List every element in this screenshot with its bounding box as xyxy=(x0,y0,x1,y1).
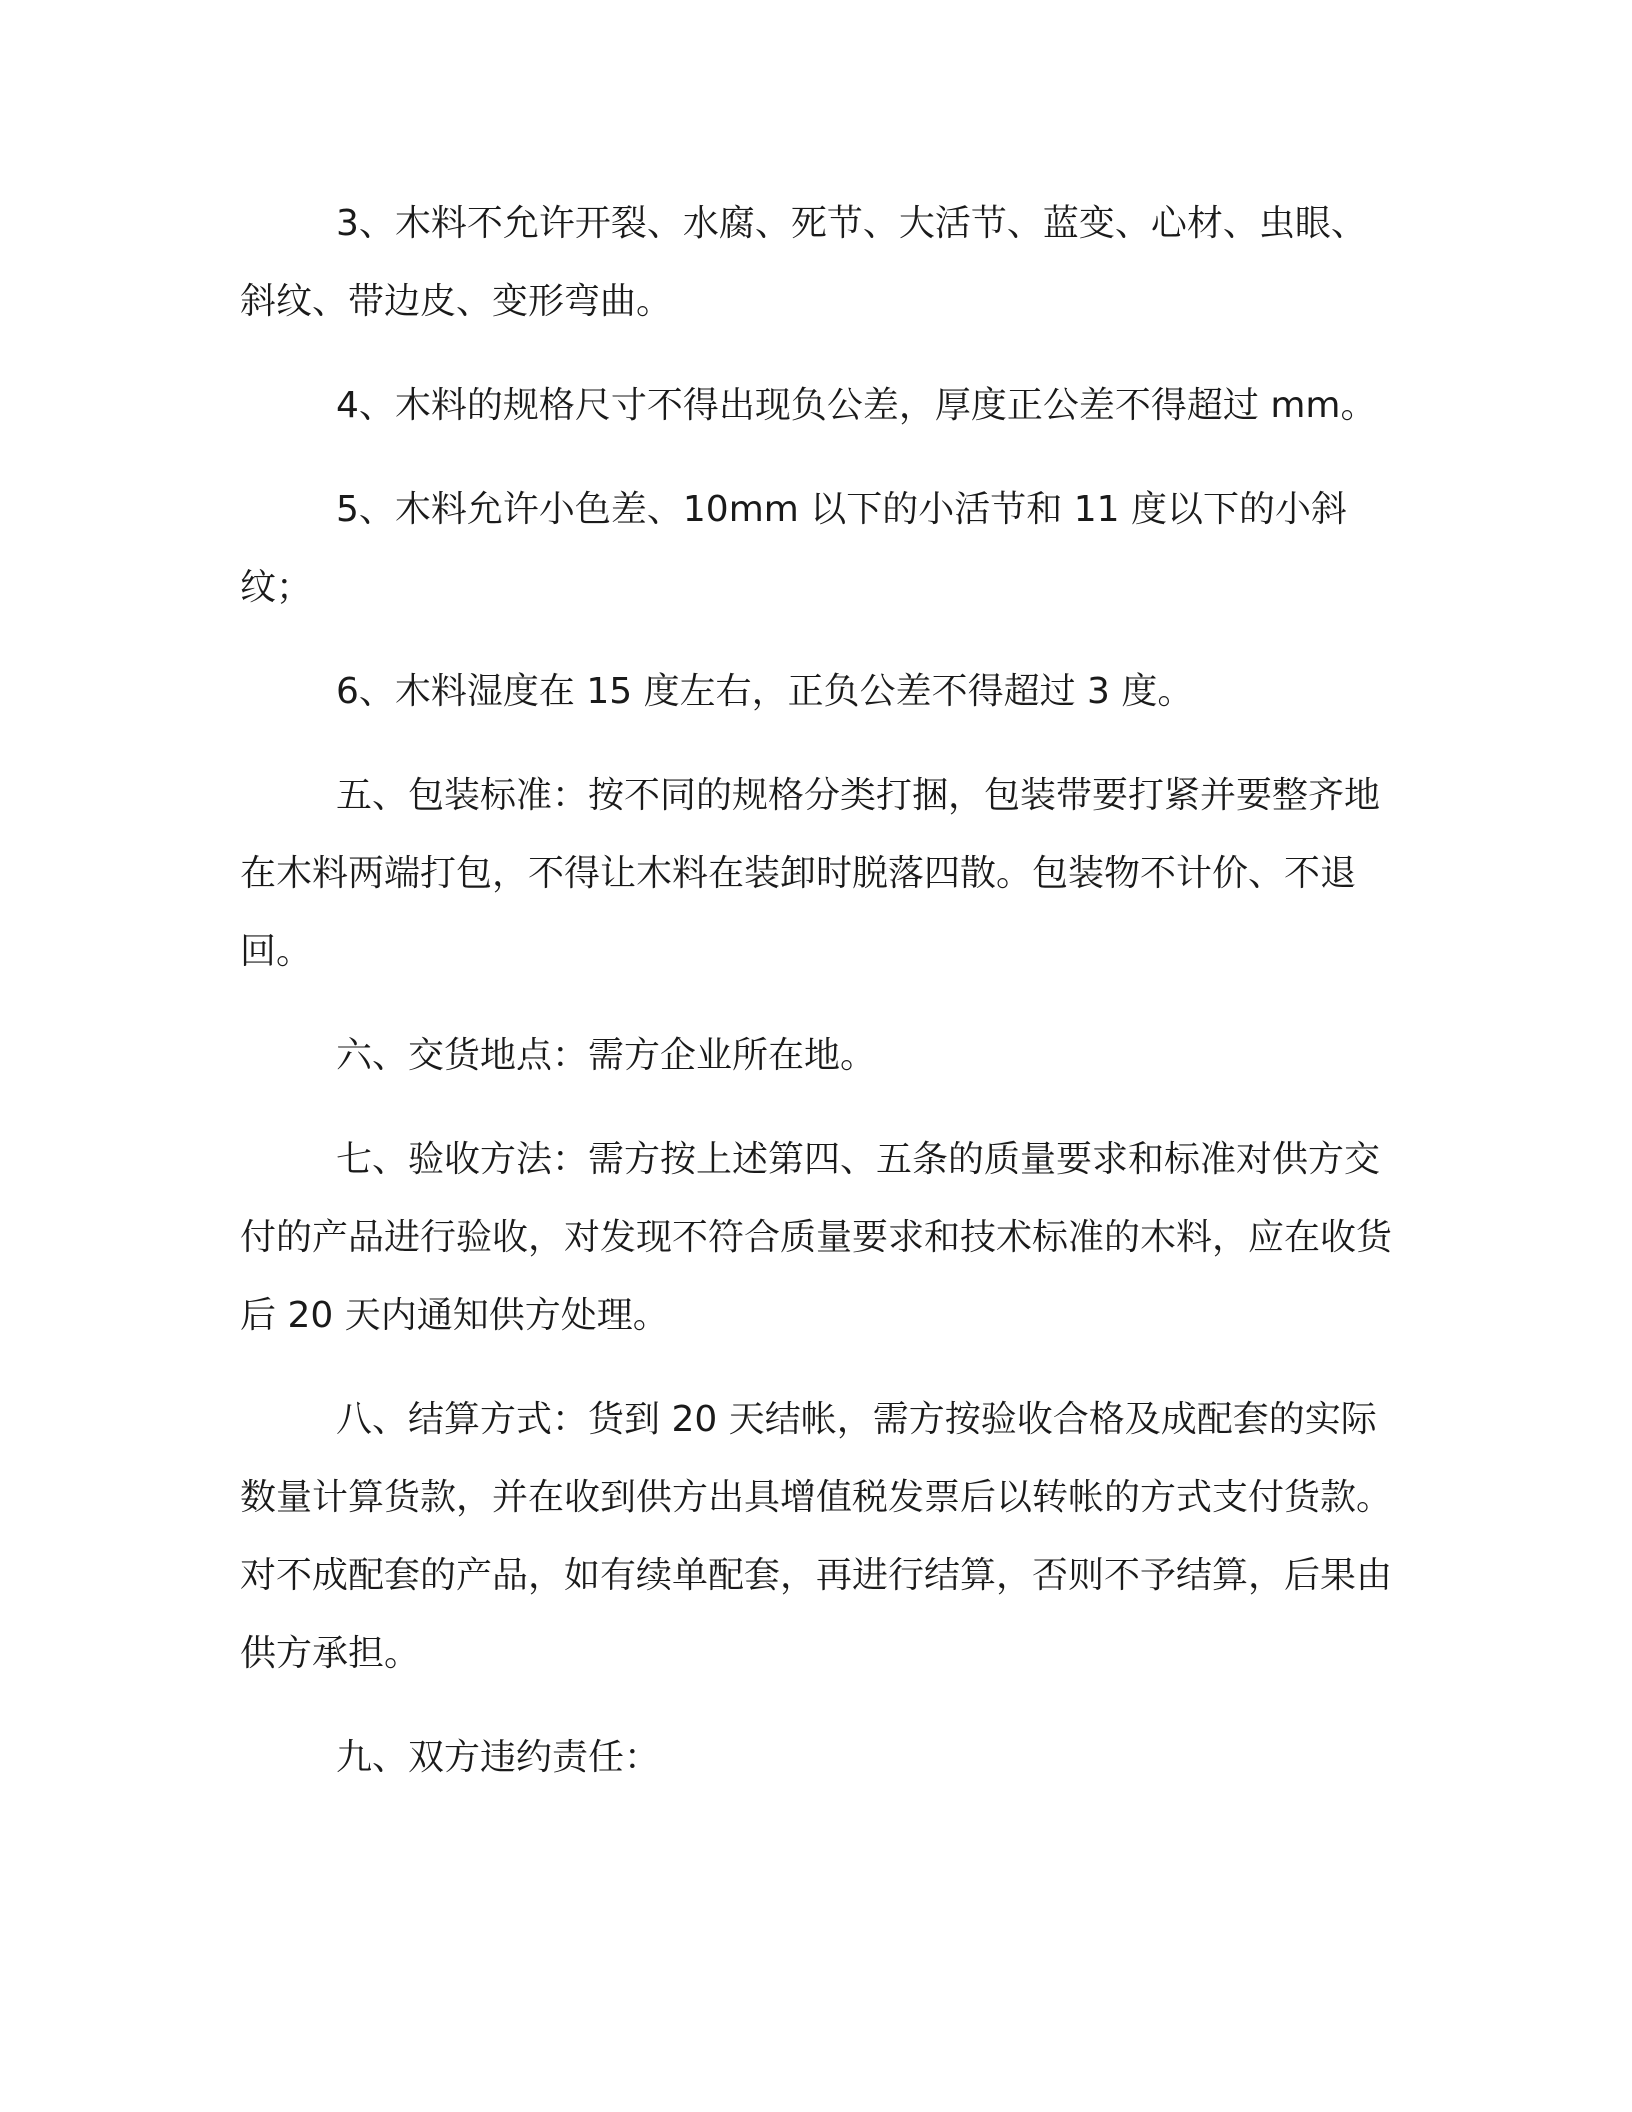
document-body xyxy=(240,185,1392,1823)
paragraph-wood-defects: 3、木料不允许开裂、水腐、死节、大活节、蓝变、心材、虫眼、斜纹、带边皮、变形弯曲。 xyxy=(240,203,1367,322)
paragraph-delivery-location: 六、交货地点：需方企业所在地。 xyxy=(336,1035,877,1076)
paragraph-allowed-defects: 5、木料允许小色差、10mm 以下的小活节和 11 度以下的小斜纹； xyxy=(240,489,1347,608)
paragraph-packaging-standard: 五、包装标准：按不同的规格分类打捆，包装带要打紧并要整齐地在木料两端打包，不得让木料在装卸时脱落四散。包装物不计价、不退回。 xyxy=(240,775,1381,972)
paragraph-size-tolerance: 4、木料的规格尺寸不得出现负公差，厚度正公差不得超过 mm。 xyxy=(336,385,1377,426)
paragraph-acceptance-method: 七、验收方法：需方按上述第四、五条的质量要求和标准对供方交付的产品进行验收，对发现不符合质量要求和技术标准的木料，应在收货后 20 天内通知供方处理。 xyxy=(240,1139,1393,1336)
paragraph-breach-liability: 九、双方违约责任： xyxy=(336,1737,661,1778)
paragraph-settlement-method: 八、结算方式：货到 20 天结帐，需方按验收合格及成配套的实际数量计算货款，并在收到供方出具增值税发票后以转帐的方式支付货款。对不成配套的产品，如有续单配套，再进行结算，否则不予结算，后果由供方承担。 xyxy=(240,1399,1393,1674)
paragraph-moisture: 6、木料湿度在 15 度左右，正负公差不得超过 3 度。 xyxy=(336,671,1194,712)
